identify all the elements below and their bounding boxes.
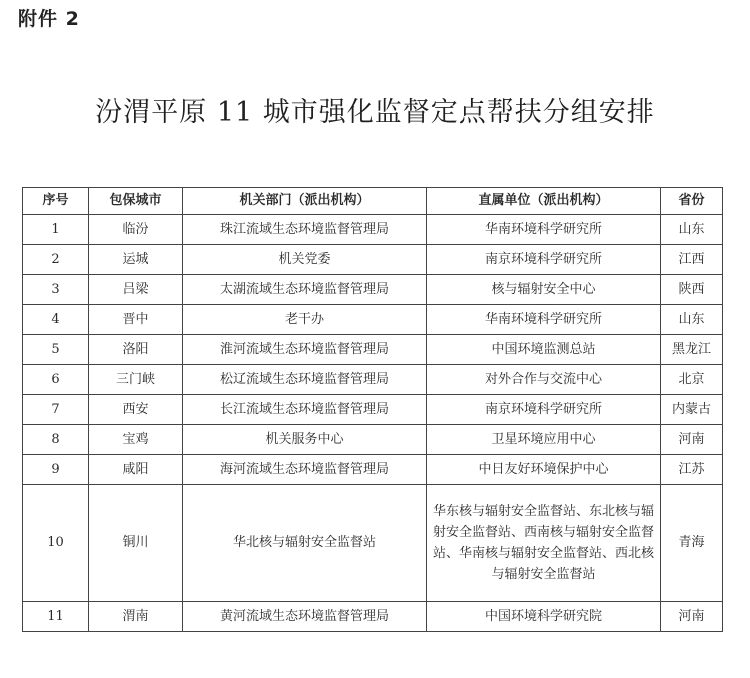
cell-province: 江苏	[661, 455, 723, 485]
cell-department: 淮河流域生态环境监督管理局	[183, 335, 427, 365]
cell-number: 11	[23, 602, 89, 632]
cell-province: 黑龙江	[661, 335, 723, 365]
table-row	[23, 395, 723, 425]
cell-unit: 华南环境科学研究所	[427, 215, 661, 245]
cell-province: 陕西	[661, 275, 723, 305]
table-header-row	[23, 188, 723, 215]
cell-city: 洛阳	[89, 335, 183, 365]
cell-unit: 中国环境科学研究院	[427, 602, 661, 632]
table-row	[23, 455, 723, 485]
column-header-city: 包保城市	[89, 188, 183, 215]
cell-department: 老干办	[183, 305, 427, 335]
document-title: 汾渭平原 11 城市强化监督定点帮扶分组安排	[95, 97, 655, 128]
column-header-number: 序号	[23, 188, 89, 215]
cell-department: 黄河流域生态环境监督管理局	[183, 602, 427, 632]
cell-unit: 华南环境科学研究所	[427, 305, 661, 335]
table-row	[23, 275, 723, 305]
cell-number: 2	[23, 245, 89, 275]
cell-province: 河南	[661, 425, 723, 455]
cell-city: 铜川	[89, 485, 183, 602]
cell-city: 晋中	[89, 305, 183, 335]
cell-department: 机关服务中心	[183, 425, 427, 455]
cell-unit: 对外合作与交流中心	[427, 365, 661, 395]
cell-department: 机关党委	[183, 245, 427, 275]
cell-department: 太湖流域生态环境监督管理局	[183, 275, 427, 305]
cell-unit: 中日友好环境保护中心	[427, 455, 661, 485]
attachment-label: 附件 2	[18, 8, 80, 30]
cell-province: 北京	[661, 365, 723, 395]
cell-unit: 核与辐射安全中心	[427, 275, 661, 305]
cell-city: 运城	[89, 245, 183, 275]
table-row	[23, 602, 723, 632]
table-row	[23, 365, 723, 395]
cell-province: 河南	[661, 602, 723, 632]
cell-city: 临汾	[89, 215, 183, 245]
column-header-province: 省份	[661, 188, 723, 215]
cell-city: 西安	[89, 395, 183, 425]
cell-number: 5	[23, 335, 89, 365]
cell-department: 珠江流域生态环境监督管理局	[183, 215, 427, 245]
cell-unit: 卫星环境应用中心	[427, 425, 661, 455]
cell-city: 吕梁	[89, 275, 183, 305]
cell-city: 渭南	[89, 602, 183, 632]
cell-number: 7	[23, 395, 89, 425]
cell-unit: 南京环境科学研究所	[427, 395, 661, 425]
cell-number: 6	[23, 365, 89, 395]
cell-province: 江西	[661, 245, 723, 275]
cell-department: 华北核与辐射安全监督站	[183, 485, 427, 602]
cell-number: 9	[23, 455, 89, 485]
assignment-table	[22, 187, 723, 632]
cell-province: 山东	[661, 215, 723, 245]
table-row	[23, 245, 723, 275]
cell-unit: 中国环境监测总站	[427, 335, 661, 365]
cell-number: 3	[23, 275, 89, 305]
table-row	[23, 305, 723, 335]
cell-number: 1	[23, 215, 89, 245]
cell-department: 长江流域生态环境监督管理局	[183, 395, 427, 425]
cell-province: 山东	[661, 305, 723, 335]
table-row	[23, 335, 723, 365]
cell-city: 宝鸡	[89, 425, 183, 455]
cell-province: 青海	[661, 485, 723, 602]
cell-number: 10	[23, 485, 89, 602]
cell-unit: 华东核与辐射安全监督站、东北核与辐射安全监督站、西南核与辐射安全监督站、华南核与辐射安全监督站、西北核与辐射安全监督站	[427, 485, 661, 602]
cell-number: 4	[23, 305, 89, 335]
cell-city: 三门峡	[89, 365, 183, 395]
cell-unit: 南京环境科学研究所	[427, 245, 661, 275]
table-row	[23, 425, 723, 455]
cell-number: 8	[23, 425, 89, 455]
cell-city: 咸阳	[89, 455, 183, 485]
column-header-unit: 直属单位（派出机构）	[427, 188, 661, 215]
cell-province: 内蒙古	[661, 395, 723, 425]
table-row	[23, 485, 723, 602]
cell-department: 松辽流域生态环境监督管理局	[183, 365, 427, 395]
table-row	[23, 215, 723, 245]
cell-department: 海河流域生态环境监督管理局	[183, 455, 427, 485]
column-header-department: 机关部门（派出机构）	[183, 188, 427, 215]
